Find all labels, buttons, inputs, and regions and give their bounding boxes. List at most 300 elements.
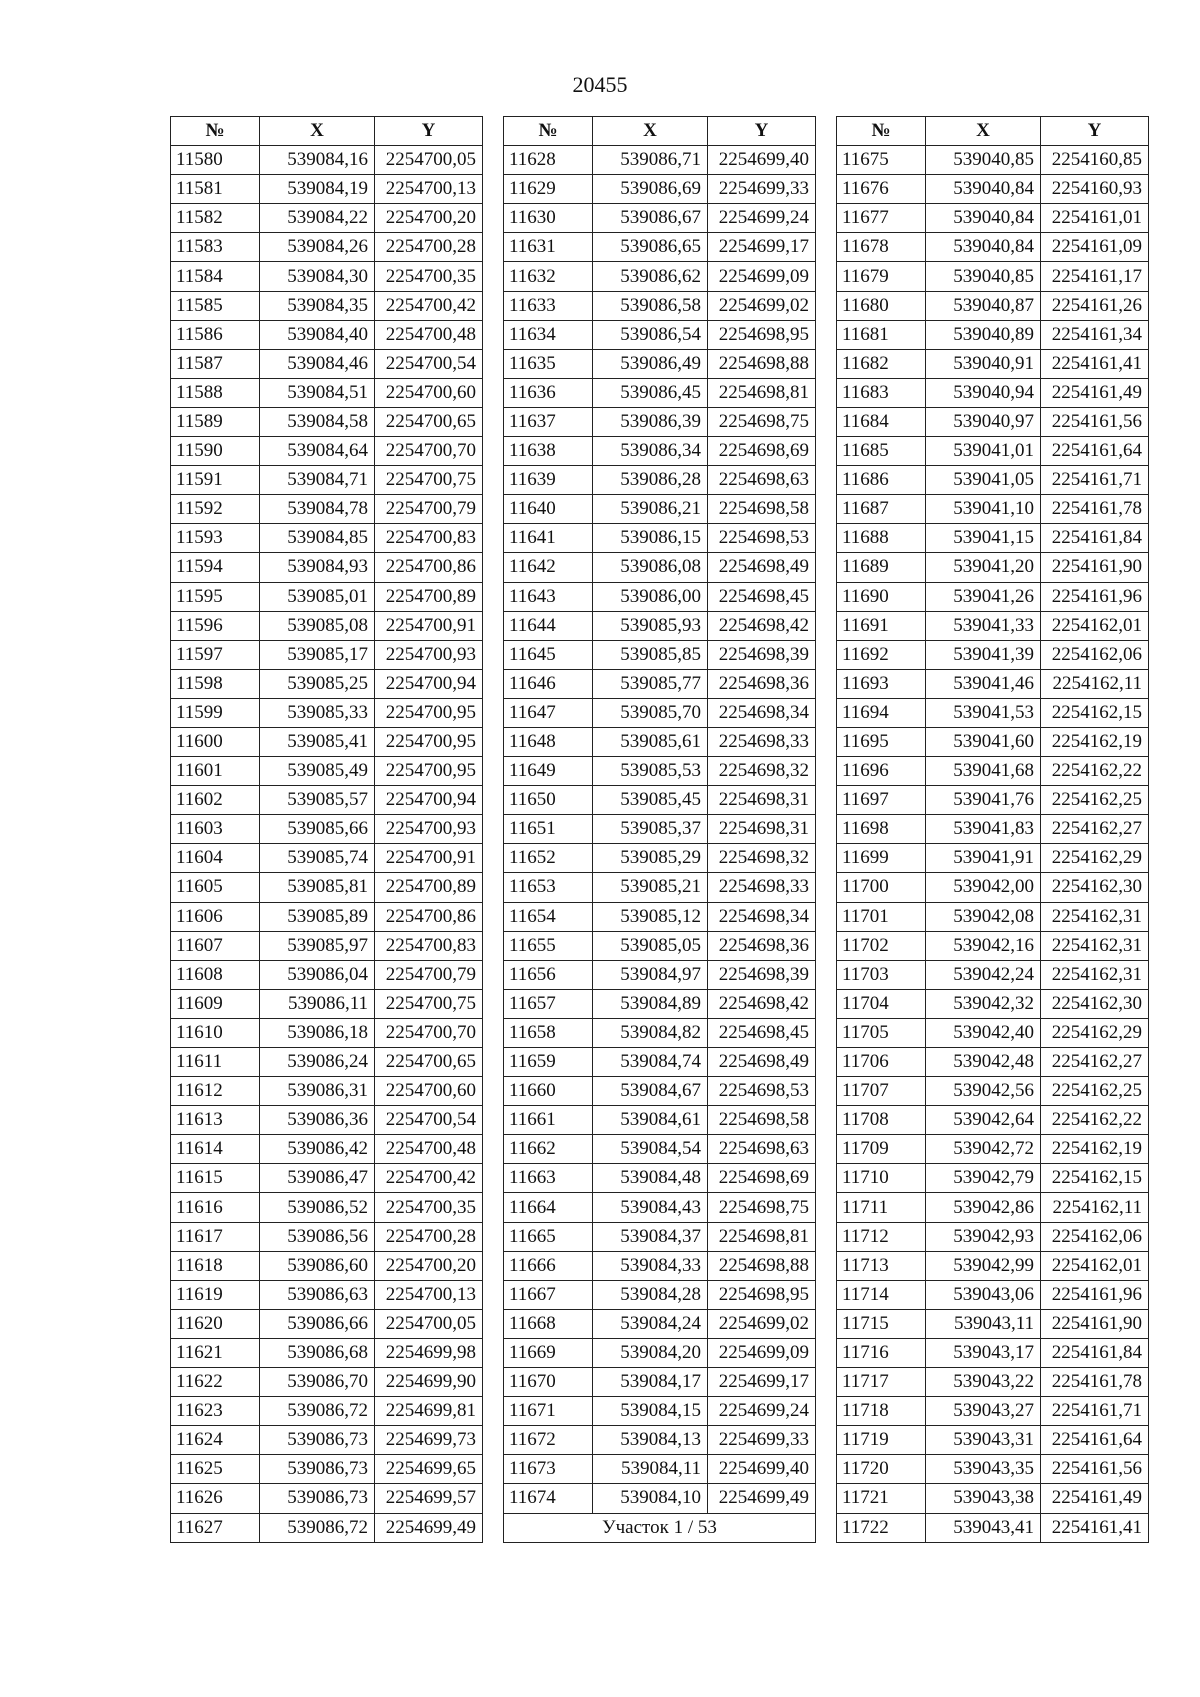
x-coordinate: 539085,41 — [260, 727, 375, 756]
x-coordinate: 539086,24 — [260, 1048, 375, 1077]
table-row — [837, 466, 1149, 495]
table-row — [504, 175, 816, 204]
table-row — [171, 844, 483, 873]
point-number: 11717 — [837, 1368, 926, 1397]
x-coordinate: 539086,65 — [593, 233, 708, 262]
x-coordinate: 539084,16 — [260, 146, 375, 175]
x-coordinate: 539085,57 — [260, 786, 375, 815]
y-coordinate: 2254699,33 — [708, 1426, 816, 1455]
point-number: 11594 — [171, 553, 260, 582]
y-coordinate: 2254161,96 — [1041, 582, 1149, 611]
table-row — [837, 1368, 1149, 1397]
point-number: 11591 — [171, 466, 260, 495]
table-row — [504, 844, 816, 873]
point-number: 11665 — [504, 1222, 593, 1251]
table-row — [837, 553, 1149, 582]
x-coordinate: 539085,97 — [260, 931, 375, 960]
point-number: 11622 — [171, 1368, 260, 1397]
point-number: 11686 — [837, 466, 926, 495]
table-row — [837, 1338, 1149, 1367]
point-number: 11661 — [504, 1106, 593, 1135]
x-coordinate: 539085,17 — [260, 640, 375, 669]
x-coordinate: 539086,63 — [260, 1280, 375, 1309]
x-coordinate: 539043,31 — [926, 1426, 1041, 1455]
y-coordinate: 2254698,69 — [708, 1164, 816, 1193]
x-coordinate: 539084,30 — [260, 262, 375, 291]
point-number: 11655 — [504, 931, 593, 960]
y-coordinate: 2254700,60 — [375, 378, 483, 407]
table-row — [837, 1164, 1149, 1193]
table-row — [504, 1426, 816, 1455]
y-coordinate: 2254162,31 — [1041, 960, 1149, 989]
x-coordinate: 539042,86 — [926, 1193, 1041, 1222]
table-row — [837, 640, 1149, 669]
y-coordinate: 2254700,05 — [375, 146, 483, 175]
y-coordinate: 2254700,65 — [375, 1048, 483, 1077]
y-coordinate: 2254161,71 — [1041, 1397, 1149, 1426]
x-coordinate: 539085,77 — [593, 669, 708, 698]
header-x: X — [926, 117, 1041, 146]
header-x: X — [593, 117, 708, 146]
table-row — [171, 815, 483, 844]
table-row — [504, 757, 816, 786]
x-coordinate: 539084,97 — [593, 960, 708, 989]
point-number: 11671 — [504, 1397, 593, 1426]
x-coordinate: 539084,28 — [593, 1280, 708, 1309]
x-coordinate: 539084,20 — [593, 1338, 708, 1367]
point-number: 11629 — [504, 175, 593, 204]
table-row — [504, 902, 816, 931]
point-number: 11694 — [837, 698, 926, 727]
point-number: 11615 — [171, 1164, 260, 1193]
x-coordinate: 539086,21 — [593, 495, 708, 524]
point-number: 11626 — [171, 1484, 260, 1513]
x-coordinate: 539084,33 — [593, 1251, 708, 1280]
x-coordinate: 539085,08 — [260, 611, 375, 640]
x-coordinate: 539043,38 — [926, 1484, 1041, 1513]
x-coordinate: 539084,74 — [593, 1048, 708, 1077]
point-number: 11587 — [171, 349, 260, 378]
x-coordinate: 539086,56 — [260, 1222, 375, 1251]
point-number: 11692 — [837, 640, 926, 669]
x-coordinate: 539084,17 — [593, 1368, 708, 1397]
x-coordinate: 539084,85 — [260, 524, 375, 553]
x-coordinate: 539042,56 — [926, 1077, 1041, 1106]
table-row — [837, 1222, 1149, 1251]
table-row — [837, 407, 1149, 436]
point-number: 11644 — [504, 611, 593, 640]
header-y: Y — [375, 117, 483, 146]
table-row — [837, 524, 1149, 553]
y-coordinate: 2254700,54 — [375, 349, 483, 378]
x-coordinate: 539084,22 — [260, 204, 375, 233]
y-coordinate: 2254698,75 — [708, 1193, 816, 1222]
x-coordinate: 539041,53 — [926, 698, 1041, 727]
point-number: 11599 — [171, 698, 260, 727]
table-body — [837, 146, 1149, 1543]
table-row — [171, 1193, 483, 1222]
table-row — [504, 1280, 816, 1309]
table-row — [837, 1135, 1149, 1164]
table-row — [837, 611, 1149, 640]
table-row — [837, 582, 1149, 611]
x-coordinate: 539085,49 — [260, 757, 375, 786]
x-coordinate: 539084,37 — [593, 1222, 708, 1251]
y-coordinate: 2254698,39 — [708, 960, 816, 989]
point-number: 11636 — [504, 378, 593, 407]
table-header-row — [171, 117, 483, 146]
y-coordinate: 2254700,65 — [375, 407, 483, 436]
y-coordinate: 2254161,26 — [1041, 291, 1149, 320]
y-coordinate: 2254698,95 — [708, 320, 816, 349]
point-number: 11662 — [504, 1135, 593, 1164]
point-number: 11699 — [837, 844, 926, 873]
x-coordinate: 539086,66 — [260, 1309, 375, 1338]
table-row — [837, 495, 1149, 524]
point-number: 11646 — [504, 669, 593, 698]
x-coordinate: 539085,33 — [260, 698, 375, 727]
point-number: 11656 — [504, 960, 593, 989]
y-coordinate: 2254698,33 — [708, 873, 816, 902]
y-coordinate: 2254698,81 — [708, 378, 816, 407]
table-row — [504, 1455, 816, 1484]
point-number: 11609 — [171, 989, 260, 1018]
point-number: 11663 — [504, 1164, 593, 1193]
x-coordinate: 539041,26 — [926, 582, 1041, 611]
table-row — [504, 553, 816, 582]
y-coordinate: 2254162,30 — [1041, 873, 1149, 902]
point-number: 11586 — [171, 320, 260, 349]
point-number: 11722 — [837, 1513, 926, 1542]
x-coordinate: 539041,33 — [926, 611, 1041, 640]
table-row — [504, 320, 816, 349]
parcel-label: Участок 1 / 53 — [504, 1513, 816, 1542]
point-number: 11601 — [171, 757, 260, 786]
table-row — [837, 1018, 1149, 1047]
point-number: 11668 — [504, 1309, 593, 1338]
table-row — [504, 204, 816, 233]
table-row — [837, 233, 1149, 262]
y-coordinate: 2254699,02 — [708, 291, 816, 320]
table-row — [504, 698, 816, 727]
table-row — [837, 320, 1149, 349]
y-coordinate: 2254162,11 — [1041, 669, 1149, 698]
x-coordinate: 539085,70 — [593, 698, 708, 727]
point-number: 11649 — [504, 757, 593, 786]
y-coordinate: 2254698,75 — [708, 407, 816, 436]
point-number: 11588 — [171, 378, 260, 407]
point-number: 11691 — [837, 611, 926, 640]
point-number: 11625 — [171, 1455, 260, 1484]
x-coordinate: 539042,48 — [926, 1048, 1041, 1077]
table-row — [171, 786, 483, 815]
y-coordinate: 2254162,01 — [1041, 611, 1149, 640]
y-coordinate: 2254700,13 — [375, 1280, 483, 1309]
point-number: 11597 — [171, 640, 260, 669]
x-coordinate: 539041,15 — [926, 524, 1041, 553]
y-coordinate: 2254698,31 — [708, 815, 816, 844]
point-number: 11658 — [504, 1018, 593, 1047]
y-coordinate: 2254698,34 — [708, 698, 816, 727]
table-row — [504, 437, 816, 466]
y-coordinate: 2254162,01 — [1041, 1251, 1149, 1280]
table-row — [171, 175, 483, 204]
point-number: 11627 — [171, 1513, 260, 1542]
table-row — [171, 495, 483, 524]
y-coordinate: 2254161,56 — [1041, 407, 1149, 436]
y-coordinate: 2254161,09 — [1041, 233, 1149, 262]
y-coordinate: 2254700,60 — [375, 1077, 483, 1106]
x-coordinate: 539085,01 — [260, 582, 375, 611]
table-row — [837, 1455, 1149, 1484]
y-coordinate: 2254699,33 — [708, 175, 816, 204]
x-coordinate: 539042,40 — [926, 1018, 1041, 1047]
y-coordinate: 2254698,88 — [708, 1251, 816, 1280]
table-row — [504, 1018, 816, 1047]
x-coordinate: 539084,46 — [260, 349, 375, 378]
y-coordinate: 2254699,24 — [708, 204, 816, 233]
point-number: 11688 — [837, 524, 926, 553]
table-header-row — [504, 117, 816, 146]
y-coordinate: 2254161,56 — [1041, 1455, 1149, 1484]
x-coordinate: 539040,97 — [926, 407, 1041, 436]
y-coordinate: 2254700,91 — [375, 844, 483, 873]
table-row — [504, 1251, 816, 1280]
y-coordinate: 2254162,25 — [1041, 1077, 1149, 1106]
point-number: 11580 — [171, 146, 260, 175]
header-number: № — [837, 117, 926, 146]
x-coordinate: 539041,39 — [926, 640, 1041, 669]
x-coordinate: 539086,72 — [260, 1397, 375, 1426]
table-row — [171, 524, 483, 553]
point-number: 11659 — [504, 1048, 593, 1077]
y-coordinate: 2254161,34 — [1041, 320, 1149, 349]
x-coordinate: 539084,89 — [593, 989, 708, 1018]
x-coordinate: 539085,66 — [260, 815, 375, 844]
y-coordinate: 2254162,19 — [1041, 1135, 1149, 1164]
table-row — [504, 989, 816, 1018]
x-coordinate: 539086,42 — [260, 1135, 375, 1164]
y-coordinate: 2254162,15 — [1041, 1164, 1149, 1193]
x-coordinate: 539086,69 — [593, 175, 708, 204]
table-row — [504, 1164, 816, 1193]
point-number: 11704 — [837, 989, 926, 1018]
table-row — [171, 233, 483, 262]
table-row — [171, 1513, 483, 1542]
point-number: 11674 — [504, 1484, 593, 1513]
point-number: 11632 — [504, 262, 593, 291]
y-coordinate: 2254698,33 — [708, 727, 816, 756]
y-coordinate: 2254699,81 — [375, 1397, 483, 1426]
y-coordinate: 2254161,78 — [1041, 1368, 1149, 1397]
table-row — [837, 757, 1149, 786]
point-number: 11716 — [837, 1338, 926, 1367]
point-number: 11623 — [171, 1397, 260, 1426]
table-row — [504, 1077, 816, 1106]
point-number: 11689 — [837, 553, 926, 582]
table-row — [837, 989, 1149, 1018]
table-row — [837, 1106, 1149, 1135]
point-number: 11584 — [171, 262, 260, 291]
point-number: 11693 — [837, 669, 926, 698]
y-coordinate: 2254700,20 — [375, 204, 483, 233]
header-number: № — [504, 117, 593, 146]
x-coordinate: 539086,73 — [260, 1455, 375, 1484]
y-coordinate: 2254698,49 — [708, 553, 816, 582]
coordinates-table-3 — [836, 116, 1149, 1543]
x-coordinate: 539086,47 — [260, 1164, 375, 1193]
y-coordinate: 2254161,78 — [1041, 495, 1149, 524]
table-row — [837, 815, 1149, 844]
y-coordinate: 2254699,17 — [708, 1368, 816, 1397]
point-number: 11657 — [504, 989, 593, 1018]
header-number: № — [171, 117, 260, 146]
x-coordinate: 539043,06 — [926, 1280, 1041, 1309]
point-number: 11670 — [504, 1368, 593, 1397]
y-coordinate: 2254700,28 — [375, 1222, 483, 1251]
y-coordinate: 2254698,31 — [708, 786, 816, 815]
point-number: 11713 — [837, 1251, 926, 1280]
x-coordinate: 539086,60 — [260, 1251, 375, 1280]
y-coordinate: 2254162,06 — [1041, 1222, 1149, 1251]
y-coordinate: 2254161,90 — [1041, 1309, 1149, 1338]
table-row — [504, 146, 816, 175]
y-coordinate: 2254698,63 — [708, 1135, 816, 1164]
table-row — [504, 1048, 816, 1077]
y-coordinate: 2254700,86 — [375, 902, 483, 931]
point-number: 11612 — [171, 1077, 260, 1106]
y-coordinate: 2254699,49 — [375, 1513, 483, 1542]
table-row — [171, 1338, 483, 1367]
table-row — [504, 815, 816, 844]
table-row — [504, 1193, 816, 1222]
x-coordinate: 539042,00 — [926, 873, 1041, 902]
point-number: 11605 — [171, 873, 260, 902]
y-coordinate: 2254162,29 — [1041, 844, 1149, 873]
x-coordinate: 539086,36 — [260, 1106, 375, 1135]
table-row — [504, 1397, 816, 1426]
point-number: 11651 — [504, 815, 593, 844]
y-coordinate: 2254699,24 — [708, 1397, 816, 1426]
point-number: 11683 — [837, 378, 926, 407]
table-row — [837, 378, 1149, 407]
table-row — [171, 1251, 483, 1280]
table-row — [171, 378, 483, 407]
x-coordinate: 539084,40 — [260, 320, 375, 349]
x-coordinate: 539084,82 — [593, 1018, 708, 1047]
x-coordinate: 539086,18 — [260, 1018, 375, 1047]
y-coordinate: 2254161,90 — [1041, 553, 1149, 582]
point-number: 11719 — [837, 1426, 926, 1455]
table-row — [171, 466, 483, 495]
x-coordinate: 539040,85 — [926, 146, 1041, 175]
x-coordinate: 539043,22 — [926, 1368, 1041, 1397]
table-row — [171, 1280, 483, 1309]
y-coordinate: 2254700,93 — [375, 815, 483, 844]
table-row — [837, 437, 1149, 466]
table-row — [504, 611, 816, 640]
y-coordinate: 2254698,81 — [708, 1222, 816, 1251]
table-row — [171, 931, 483, 960]
x-coordinate: 539040,84 — [926, 175, 1041, 204]
y-coordinate: 2254698,58 — [708, 1106, 816, 1135]
table-row — [837, 1513, 1149, 1542]
table-row — [504, 378, 816, 407]
table-row — [171, 1106, 483, 1135]
x-coordinate: 539084,58 — [260, 407, 375, 436]
x-coordinate: 539040,89 — [926, 320, 1041, 349]
x-coordinate: 539086,39 — [593, 407, 708, 436]
table-row — [837, 349, 1149, 378]
y-coordinate: 2254698,36 — [708, 931, 816, 960]
x-coordinate: 539084,54 — [593, 1135, 708, 1164]
page-number: 20455 — [572, 72, 628, 97]
point-number: 11582 — [171, 204, 260, 233]
y-coordinate: 2254698,34 — [708, 902, 816, 931]
table-row — [837, 1251, 1149, 1280]
table-row — [171, 553, 483, 582]
y-coordinate: 2254700,35 — [375, 1193, 483, 1222]
point-number: 11721 — [837, 1484, 926, 1513]
y-coordinate: 2254700,83 — [375, 931, 483, 960]
table-row — [837, 291, 1149, 320]
point-number: 11617 — [171, 1222, 260, 1251]
x-coordinate: 539084,51 — [260, 378, 375, 407]
table-row — [837, 844, 1149, 873]
y-coordinate: 2254700,89 — [375, 582, 483, 611]
table-row — [171, 582, 483, 611]
y-coordinate: 2254162,31 — [1041, 902, 1149, 931]
point-number: 11714 — [837, 1280, 926, 1309]
x-coordinate: 539041,83 — [926, 815, 1041, 844]
x-coordinate: 539042,93 — [926, 1222, 1041, 1251]
point-number: 11685 — [837, 437, 926, 466]
table-row — [837, 669, 1149, 698]
table-row — [837, 1309, 1149, 1338]
y-coordinate: 2254161,49 — [1041, 1484, 1149, 1513]
x-coordinate: 539086,68 — [260, 1338, 375, 1367]
y-coordinate: 2254161,17 — [1041, 262, 1149, 291]
table-row — [504, 786, 816, 815]
x-coordinate: 539086,34 — [593, 437, 708, 466]
x-coordinate: 539084,35 — [260, 291, 375, 320]
table-row — [171, 407, 483, 436]
x-coordinate: 539041,60 — [926, 727, 1041, 756]
point-number: 11590 — [171, 437, 260, 466]
table-row — [837, 931, 1149, 960]
point-number: 11637 — [504, 407, 593, 436]
table-row — [504, 931, 816, 960]
point-number: 11643 — [504, 582, 593, 611]
table-row — [837, 175, 1149, 204]
header-x: X — [260, 117, 375, 146]
point-number: 11650 — [504, 786, 593, 815]
x-coordinate: 539040,87 — [926, 291, 1041, 320]
x-coordinate: 539084,61 — [593, 1106, 708, 1135]
point-number: 11608 — [171, 960, 260, 989]
point-number: 11715 — [837, 1309, 926, 1338]
point-number: 11684 — [837, 407, 926, 436]
x-coordinate: 539086,73 — [260, 1426, 375, 1455]
table-row — [171, 1222, 483, 1251]
y-coordinate: 2254700,94 — [375, 786, 483, 815]
y-coordinate: 2254700,86 — [375, 553, 483, 582]
point-number: 11679 — [837, 262, 926, 291]
table-row — [837, 873, 1149, 902]
table-row — [504, 873, 816, 902]
table-row — [504, 1368, 816, 1397]
point-number: 11718 — [837, 1397, 926, 1426]
